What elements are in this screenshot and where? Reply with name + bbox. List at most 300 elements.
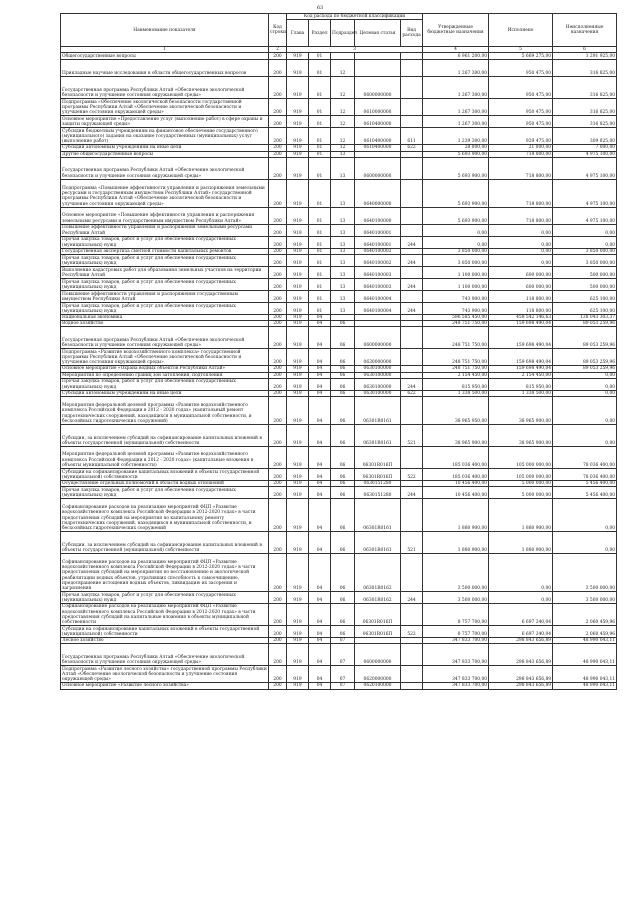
row-section: 04 [309, 592, 331, 604]
row-unexecuted: 89 053 259,96 [553, 349, 617, 366]
row-subsection: 13 [331, 291, 355, 303]
row-subsection: 13 [331, 279, 355, 291]
row-section: 04 [309, 327, 331, 349]
row-line-code: 200 [269, 255, 287, 267]
row-expense-type: 622 [401, 145, 423, 151]
row-executed: 600 000,00 [489, 279, 553, 291]
row-expense-type: 244 [401, 279, 423, 291]
row-subsection: 06 [331, 321, 355, 327]
row-unexecuted: 316 825,00 [553, 77, 617, 99]
row-executed: 718 800,00 [489, 207, 553, 224]
row-line-code: 200 [269, 279, 287, 291]
row-subsection: 06 [331, 604, 355, 626]
row-section: 01 [309, 116, 331, 128]
row-executed: 38 965 900,00 [489, 397, 553, 425]
row-line-code: 200 [269, 291, 287, 303]
row-line-code: 200 [269, 60, 287, 77]
row-expense-type: 622 [401, 390, 423, 396]
row-executed: 1 338 500,00 [489, 390, 553, 396]
row-unexecuted: 625 100,00 [553, 291, 617, 303]
row-subsection: 13 [331, 255, 355, 267]
row-executed: 105 000 000,00 [489, 447, 553, 469]
table-row [61, 99, 617, 116]
row-executed: 38 965 900,00 [489, 425, 553, 447]
row-section: 01 [309, 236, 331, 248]
row-expense-type [401, 224, 423, 236]
row-unexecuted: 78 036 400,00 [553, 447, 617, 469]
row-line-code: 200 [269, 397, 287, 425]
row-executed: 298 843 656,89 [489, 683, 553, 689]
row-target-article: 0640000000 [355, 179, 401, 207]
row-name: Повышение эффективности управления и распоряжения государственным имуществом Республики Алтай [61, 291, 269, 303]
row-unexecuted: 48 990 043,11 [553, 683, 617, 689]
row-executed: 718 800,00 [489, 151, 553, 157]
row-section: 01 [309, 60, 331, 77]
row-section: 01 [309, 248, 331, 254]
row-target-article: 0620100000 [355, 683, 401, 689]
row-section: 01 [309, 207, 331, 224]
row-target-article [355, 60, 401, 77]
row-unexecuted: 0,00 [553, 499, 617, 532]
header-unexecuted: Неисполненные назначения [553, 14, 617, 47]
row-unexecuted: 0,00 [553, 390, 617, 396]
row-approved: 5 693 900,00 [423, 207, 489, 224]
row-chapter: 919 [287, 425, 309, 447]
row-approved: 743 900,00 [423, 291, 489, 303]
row-approved: 6 961 200,00 [423, 53, 489, 60]
row-subsection: 06 [331, 626, 355, 638]
row-line-code: 200 [269, 349, 287, 366]
row-target-article: 06301R016П [355, 469, 401, 481]
row-section: 01 [309, 128, 331, 145]
row-target-article: 06301R016П [355, 447, 401, 469]
row-executed: 950 475,00 [489, 77, 553, 99]
row-target-article: 0630100000 [355, 378, 401, 390]
row-name: Выполнение кадастровых работ для образования земельных участков на территории Республики Алтай [61, 267, 269, 279]
row-subsection: 06 [331, 554, 355, 592]
row-chapter: 919 [287, 179, 309, 207]
table-row [61, 279, 617, 291]
row-target-article: 0600000000 [355, 644, 401, 666]
row-unexecuted: 316 825,00 [553, 60, 617, 77]
row-unexecuted: 4 975 100,00 [553, 179, 617, 207]
row-chapter: 919 [287, 327, 309, 349]
row-executed: 159 698 490,04 [489, 327, 553, 349]
row-target-article: 06301R0161 [355, 397, 401, 425]
row-section: 04 [309, 481, 331, 487]
row-chapter: 919 [287, 499, 309, 532]
row-line-code: 200 [269, 532, 287, 554]
row-subsection: 12 [331, 116, 355, 128]
row-executed: 159 698 490,04 [489, 349, 553, 366]
row-line-code: 200 [269, 554, 287, 592]
row-chapter: 919 [287, 128, 309, 145]
row-section: 04 [309, 469, 331, 481]
row-approved: 1 267 300,00 [423, 116, 489, 128]
row-subsection: 06 [331, 327, 355, 349]
row-chapter: 919 [287, 554, 309, 592]
row-approved: 1 267 300,00 [423, 99, 489, 116]
row-chapter: 919 [287, 291, 309, 303]
row-subsection: 13 [331, 157, 355, 179]
row-unexecuted: 48 990 043,11 [553, 638, 617, 644]
row-line-code: 200 [269, 626, 287, 638]
row-subsection: 13 [331, 267, 355, 279]
row-target-article: 0630151280 [355, 487, 401, 499]
row-target-article: 06301R0161 [355, 425, 401, 447]
table-row [61, 397, 617, 425]
row-chapter: 919 [287, 378, 309, 390]
row-expense-type [401, 447, 423, 469]
row-section: 04 [309, 447, 331, 469]
row-expense-type: 244 [401, 303, 423, 315]
row-section: 04 [309, 315, 331, 321]
row-unexecuted: 5 456 400,00 [553, 481, 617, 487]
row-name: Осуществление отдельных полномочий в области водных отношений [61, 481, 269, 487]
row-executed: 0,00 [489, 224, 553, 236]
index-cell: 1 [61, 47, 269, 53]
row-unexecuted: 500 000,00 [553, 267, 617, 279]
row-expense-type [401, 666, 423, 683]
row-subsection: 06 [331, 425, 355, 447]
row-chapter: 919 [287, 77, 309, 99]
row-approved: 3 500 000,00 [423, 554, 489, 592]
row-target-article: 0600000000 [355, 157, 401, 179]
row-unexecuted: 2 060 459,96 [553, 626, 617, 638]
row-name: Субсидии автономным учреждениям на иные цели [61, 390, 269, 396]
header-line-code: Код строки [269, 14, 287, 47]
row-expense-type [401, 499, 423, 532]
row-section: 01 [309, 279, 331, 291]
row-section: 04 [309, 532, 331, 554]
row-executed: 118 800,00 [489, 291, 553, 303]
row-unexecuted: 0,00 [553, 425, 617, 447]
row-section: 01 [309, 151, 331, 157]
row-name: Государственная экспертиза сметной стоимости капитальных ремонтов [61, 248, 269, 254]
row-executed: 159 698 490,04 [489, 321, 553, 327]
row-subsection [331, 53, 355, 60]
row-name: Прочая закупка товаров, работ и услуг для обеспечения государственных (муниципальных) нужд [61, 236, 269, 248]
row-section: 01 [309, 145, 331, 151]
row-subsection: 06 [331, 592, 355, 604]
row-approved: 347 833 700,00 [423, 638, 489, 644]
row-target-article: 0610400000 [355, 145, 401, 151]
row-unexecuted: 0,00 [553, 224, 617, 236]
row-unexecuted: 0,00 [553, 532, 617, 554]
header-expense-type: Вид расхода [401, 20, 423, 47]
row-section: 04 [309, 372, 331, 378]
row-target-article: 0630100000 [355, 390, 401, 396]
index-cell: 5 [489, 47, 553, 53]
row-expense-type: 521 [401, 532, 423, 554]
row-name: Другие общегосударственные вопросы [61, 151, 269, 157]
row-name: Основное мероприятие «Повышение эффективности управления и распоряжения земельными ресурсами и государственным имуществом Республики Алтай» [61, 207, 269, 224]
row-unexecuted: 3 850 000,00 [553, 255, 617, 267]
row-unexecuted: 316 825,00 [553, 99, 617, 116]
row-executed: 298 843 656,89 [489, 644, 553, 666]
row-approved: 8 757 700,00 [423, 604, 489, 626]
row-executed: 0,00 [489, 248, 553, 254]
row-chapter: 919 [287, 604, 309, 626]
row-section: 04 [309, 378, 331, 390]
row-unexecuted: 89 053 259,96 [553, 327, 617, 349]
row-expense-type [401, 644, 423, 666]
row-unexecuted: 138 043 303,37 [553, 315, 617, 321]
row-target-article: 06301R0161 [355, 499, 401, 532]
row-subsection: 13 [331, 224, 355, 236]
row-unexecuted: 48 990 043,11 [553, 666, 617, 683]
row-name: Прочая закупка товаров, работ и услуг для обеспечения государственных (муниципальных) нужд [61, 378, 269, 390]
row-unexecuted: 89 053 259,96 [553, 366, 617, 372]
row-unexecuted: 7 000,00 [553, 145, 617, 151]
table-row [61, 532, 617, 554]
row-chapter: 919 [287, 116, 309, 128]
table-row [61, 291, 617, 303]
row-chapter: 919 [287, 487, 309, 499]
row-unexecuted: 3 500 000,00 [553, 592, 617, 604]
table-row [61, 554, 617, 592]
table-row [61, 128, 617, 145]
row-approved: 10 456 400,00 [423, 481, 489, 487]
row-executed: 21 000,00 [489, 145, 553, 151]
row-expense-type [401, 291, 423, 303]
row-unexecuted: 89 053 259,96 [553, 321, 617, 327]
row-name: Субсидии, за исключением субсидий на софинансирование капитальных вложений в объекты государственной (муниципальной) собственности [61, 425, 269, 447]
row-executed: 0,00 [489, 255, 553, 267]
row-approved: 5 693 900,00 [423, 157, 489, 179]
row-name: Софинансирование расходов на реализацию мероприятий ФЦП «Развитие водохозяйственного комплекса Российской Федерации в 2012-2020 годах» в части предоставления субсидий на мероприятия по капитальному ремонту гидротехнических сооружений, находящихся в муниципальной собственности, и бесхозяйных гидротехнических сооружений [61, 499, 269, 532]
row-section: 01 [309, 303, 331, 315]
row-target-article: 0640100001 [355, 224, 401, 236]
row-subsection: 06 [331, 499, 355, 532]
table-row [61, 236, 617, 248]
row-name: Мероприятия федеральной целевой программы «Развитие водохозяйственного комплекса Российской Федерации в 2012 - 2020 годах» (капитальный ремонт гидротехнических сооружений, находящихся в муниципальной собственности, и бесхозяйных гидротехнических сооружений) [61, 397, 269, 425]
row-subsection: 06 [331, 390, 355, 396]
row-line-code: 200 [269, 321, 287, 327]
row-section: 01 [309, 291, 331, 303]
row-line-code: 200 [269, 683, 287, 689]
row-approved: 1 100 000,00 [423, 279, 489, 291]
row-section: 04 [309, 349, 331, 366]
row-approved: 248 751 750,00 [423, 366, 489, 372]
header-section: Раздел [309, 20, 331, 47]
row-name: Прочая закупка товаров, работ и услуг для обеспечения государственных (муниципальных) нужд [61, 592, 269, 604]
row-executed: 6 697 240,04 [489, 604, 553, 626]
row-section: 04 [309, 425, 331, 447]
row-line-code: 200 [269, 390, 287, 396]
row-chapter: 919 [287, 683, 309, 689]
header-target-article: Целевая статья [355, 20, 401, 47]
page-number: 63 [316, 5, 324, 11]
row-name: Основное мероприятие «Развитие лесного хозяйства» [61, 683, 269, 689]
row-name: Субсидии автономным учреждениям на иные цели [61, 145, 269, 151]
row-executed: 298 843 656,89 [489, 666, 553, 683]
table-row [61, 487, 617, 499]
row-target-article: 06301R0161 [355, 532, 401, 554]
row-target-article: 0640100004 [355, 291, 401, 303]
row-section: 01 [309, 157, 331, 179]
row-name: Прочая закупка товаров, работ и услуг для обеспечения государственных (муниципальных) нужд [61, 255, 269, 267]
row-name: Софинансирование расходов на реализацию мероприятий ФЦП «Развитие водохозяйственного комплекса Российской Федерации в 2012-2020 годах» в части предоставления субсидий на мероприятия по восстановлению и экологической реабилитации водных объектов, утративших способность к самоочищению, предотвращение истощения водных объектов, ликвидацию их засорения и загрязнения [61, 554, 269, 592]
table-row [61, 469, 617, 481]
row-executed: 118 800,00 [489, 303, 553, 315]
row-subsection: 07 [331, 644, 355, 666]
row-name: Прикладные научные исследования в области общегосударственных вопросов [61, 60, 269, 77]
row-subsection: 06 [331, 487, 355, 499]
row-line-code: 200 [269, 116, 287, 128]
row-section: 04 [309, 626, 331, 638]
row-expense-type [401, 77, 423, 99]
row-subsection: 06 [331, 378, 355, 390]
row-subsection: 12 [331, 145, 355, 151]
row-approved: 38 965 900,00 [423, 425, 489, 447]
row-expense-type [401, 116, 423, 128]
index-cell: 6 [553, 47, 617, 53]
row-executed: 0,00 [489, 554, 553, 592]
row-line-code: 200 [269, 481, 287, 487]
table-row [61, 592, 617, 604]
row-name: Государственная программа Республики Алтай «Обеспечение экологической безопасности и улучшение состояния окружающей среды» [61, 327, 269, 349]
header-subsection: Подраздел [331, 20, 355, 47]
row-target-article: 0640100004 [355, 303, 401, 315]
row-unexecuted: 3 850 000,00 [553, 248, 617, 254]
row-subsection: 06 [331, 469, 355, 481]
row-name: Основное мероприятие «Охрана водных объектов Республики Алтай» [61, 366, 269, 372]
row-line-code: 200 [269, 327, 287, 349]
row-section: 01 [309, 267, 331, 279]
table-row [61, 425, 617, 447]
row-approved: 596 585 450,00 [423, 315, 489, 321]
row-target-article: 0640100003 [355, 267, 401, 279]
row-subsection: 07 [331, 683, 355, 689]
row-section: 04 [309, 604, 331, 626]
row-name: Прочая закупка товаров, работ и услуг для обеспечения государственных (муниципальных) нужд [61, 487, 269, 499]
row-chapter: 919 [287, 145, 309, 151]
row-section: 04 [309, 554, 331, 592]
row-line-code: 200 [269, 145, 287, 151]
row-executed: 929 475,00 [489, 128, 553, 145]
budget-report-table [60, 13, 617, 690]
row-target-article: 0630100000 [355, 366, 401, 372]
row-approved: 10 456 400,00 [423, 487, 489, 499]
table-row [61, 626, 617, 638]
row-name: Мероприятия федеральной целевой программы «Развитие водохозяйственного комплекса Российской Федерации в 2012 - 2020 годах» (капитальные вложения в объекты муниципальной собственности) [61, 447, 269, 469]
row-unexecuted: 78 036 400,00 [553, 469, 617, 481]
row-name: Национальная экономика [61, 315, 269, 321]
row-line-code: 200 [269, 499, 287, 532]
row-line-code: 200 [269, 53, 287, 60]
row-name: Субсидии бюджетным учреждениям на финансовое обеспечение государственного (муниципального) задания на оказание государственных (муниципальных) услуг (выполнение работ) [61, 128, 269, 145]
row-subsection: 06 [331, 349, 355, 366]
header-name: Наименование показателя [61, 14, 269, 47]
table-row [61, 303, 617, 315]
row-section: 01 [309, 99, 331, 116]
row-target-article: 0640100002 [355, 248, 401, 254]
row-chapter: 919 [287, 447, 309, 469]
row-section: 01 [309, 224, 331, 236]
row-expense-type [401, 53, 423, 60]
table-row [61, 499, 617, 532]
table-row [61, 644, 617, 666]
row-approved: 1 267 300,00 [423, 77, 489, 99]
row-approved: 5 693 900,00 [423, 151, 489, 157]
row-executed: 5 669 275,00 [489, 53, 553, 60]
row-chapter: 919 [287, 303, 309, 315]
row-expense-type: 522 [401, 626, 423, 638]
row-subsection: 12 [331, 60, 355, 77]
row-name: Подпрограмма «Развитие лесного хозяйства» государственной программы Республики Алтай «Обеспечение экологической безопасности и улучшение состояния окружающей среды» [62, 666, 267, 683]
row-line-code: 200 [269, 366, 287, 372]
table-row [61, 267, 617, 279]
row-approved: 347 833 700,00 [423, 683, 489, 689]
row-section: 01 [309, 179, 331, 207]
row-chapter: 919 [287, 469, 309, 481]
row-unexecuted: 4 975 100,00 [553, 207, 617, 224]
row-approved: 0,00 [423, 224, 489, 236]
row-expense-type: 244 [401, 236, 423, 248]
row-expense-type: 244 [401, 592, 423, 604]
table-row [61, 327, 617, 349]
row-approved: 3 850 000,00 [423, 248, 489, 254]
row-section: 04 [309, 666, 331, 683]
row-section: 04 [309, 683, 331, 689]
row-line-code: 200 [269, 77, 287, 99]
row-subsection: 07 [331, 666, 355, 683]
row-chapter: 919 [287, 99, 309, 116]
row-subsection: 12 [331, 128, 355, 145]
row-unexecuted: 0,00 [553, 378, 617, 390]
row-unexecuted: 2 060 459,96 [553, 604, 617, 626]
row-chapter: 919 [287, 207, 309, 224]
row-name: Субсидии, за исключением субсидий на софинансирование капитальных вложений в объекты государственной (муниципальной) собственности [61, 532, 269, 554]
row-subsection: 07 [331, 638, 355, 644]
row-executed: 0,00 [489, 236, 553, 248]
row-unexecuted: 3 500 000,00 [553, 554, 617, 592]
row-line-code: 200 [269, 315, 287, 321]
row-subsection: 06 [331, 447, 355, 469]
row-line-code: 200 [269, 303, 287, 315]
row-executed: 718 800,00 [489, 157, 553, 179]
row-section: 04 [309, 366, 331, 372]
index-cell: 3 [287, 47, 423, 53]
row-target-article: 0630151280 [355, 481, 401, 487]
row-section: 04 [309, 644, 331, 666]
row-unexecuted: 309 825,00 [553, 128, 617, 145]
table-row [61, 378, 617, 390]
row-approved: 1 880 900,00 [423, 532, 489, 554]
row-executed: 5 000 000,00 [489, 487, 553, 499]
row-name: Подпрограмма «Обеспечение экологической безопасности государственной программы Республики Алтай «Обеспечение экологической безопасности и улучшение состояния окружающей среды» [61, 99, 269, 116]
row-expense-type [401, 397, 423, 425]
table-body [61, 47, 617, 689]
header-budget-class-code: Код расхода по бюджетной классификации [287, 14, 423, 20]
row-line-code: 200 [269, 248, 287, 254]
row-subsection: 12 [331, 99, 355, 116]
row-chapter: 919 [287, 236, 309, 248]
row-section: 01 [309, 53, 331, 60]
row-chapter: 919 [287, 390, 309, 396]
row-executed: 5 000 000,00 [489, 481, 553, 487]
row-line-code: 200 [269, 469, 287, 481]
row-approved: 347 833 700,00 [423, 666, 489, 683]
row-executed: 718 800,00 [489, 179, 553, 207]
row-unexecuted: 316 825,00 [553, 116, 617, 128]
table-header [61, 14, 617, 47]
row-target-article: 0640100002 [355, 255, 401, 267]
row-executed: 1 880 900,00 [489, 499, 553, 532]
row-approved: 1 100 000,00 [423, 267, 489, 279]
row-section: 01 [309, 77, 331, 99]
